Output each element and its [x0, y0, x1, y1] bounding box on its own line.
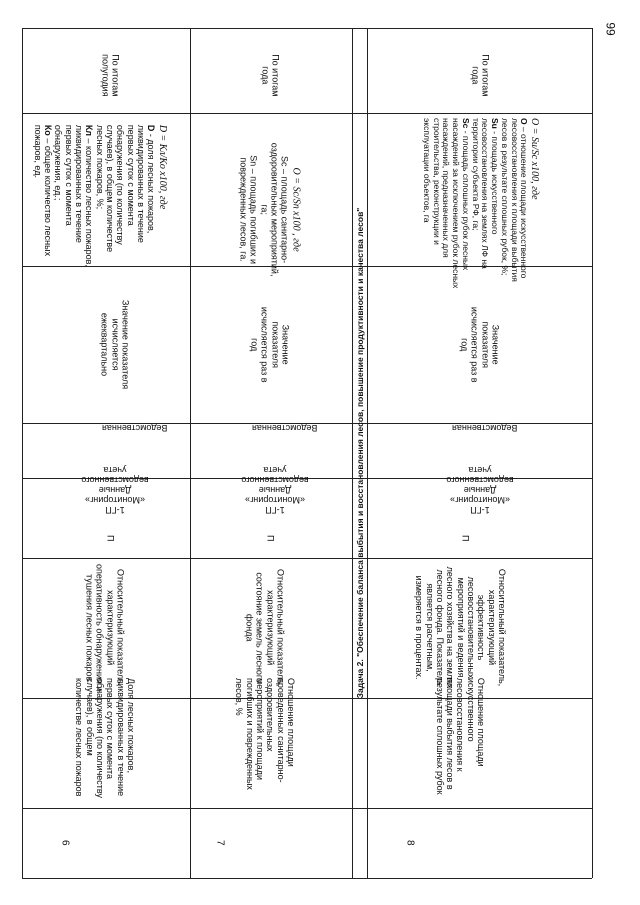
row8-num: 8 [404, 840, 416, 846]
row7-responsible: Ведомственная [252, 423, 318, 433]
row8-description: Относительный показатель, характеризующий эффективность лесовосстановительных мероприятий и ведения лесного хозяйства на землях лесного фонда. Показатель является расчетным, измеряется в процентах. [413, 567, 507, 689]
row6-description: Относительный показатель, характеризующий оперативность обнаружения и тушения лесных пожаров [84, 564, 126, 692]
row6-periodicity: Значение показателя исчисляется ежеквартально [99, 300, 131, 390]
page-number: 99 [603, 22, 618, 36]
row8-source: 1-ГП «Мониторинг» Данные ведомственного учета [446, 465, 514, 515]
row8-name: Отношение площади искусственного лесовосстановления к площади выбытия лесов в результате сплошных рубок [434, 678, 486, 795]
row7-type: П [265, 534, 276, 542]
row6-method: D = Кл/Ко x100, где D - доля лесных пожаров, ликвидированных в течение первых суток с момента обнаружения (по количеству случаев), в общем количестве лесных пожаров, %; Кл – количество лесных пожаров, ликвидированных в течение первых суток с момента обнаружения, ед.; Ко – общее количество лесных пожаров, ед. [32, 125, 168, 268]
row7-method: O = Sc/Sn x100 , где Sc – площадь санитарно-оздоровительных мероприятий, га; Sn – площадь погибших и поврежденных лесов, га. [238, 143, 302, 277]
task2-header: Задача 2. "Обеспечение баланса выбытия и восстановления лесов, повышение продуктивности и качества лесов" [355, 207, 365, 699]
row8-period: По итогам года [470, 53, 491, 97]
row8-method: O = Su/Sc x100, где O – отношение площади искусственного лесовосстановления к площади выбытия лесов в результате сплошных рубок, %; Su - площадь искусственного лесовосстановления на землях ЛФ на территории субъекта РФ, га; Sc - площадь сплошных рубок лесных насаждений за исключением рубок лесных насаждений, предназначенных для строительства, реконструкции и эксплуатации объектов, га [421, 117, 540, 288]
row8-responsible: Ведомственная [452, 423, 518, 433]
row6-responsible: Ведомственная [102, 423, 168, 433]
row6-period: По итогам полугодия [100, 53, 121, 97]
row6-name: Доля лесных пожаров, ликвидированных в течение первых суток с момента обнаружения (по количеству случаев), в общем количестве лесных пожаров [74, 678, 137, 798]
row6-num: 6 [59, 840, 71, 846]
row6-source: 1-ГП «Мониторинг» Данные ведомственного учета [81, 465, 149, 515]
row7-period: По итогам года [260, 53, 281, 97]
row7-description: Относительный показатель, характеризующий состояние земель лесного фонда [244, 569, 286, 687]
row8-type: П [460, 534, 471, 542]
row7-source: 1-ГП «Мониторинг» Данные ведомственного учета [241, 465, 309, 515]
row8-periodicity: Значение показателя исчисляется раз в год [459, 307, 501, 383]
row7-num: 7 [214, 840, 226, 846]
row7-name: Отношение площади проведенных санитарно-оздоровительных мероприятий к площади погибших и поврежденных лесов, % [234, 678, 297, 790]
row7-periodicity: Значение показателя исчисляется раз в год [249, 307, 291, 383]
row6-type: П [105, 534, 116, 542]
